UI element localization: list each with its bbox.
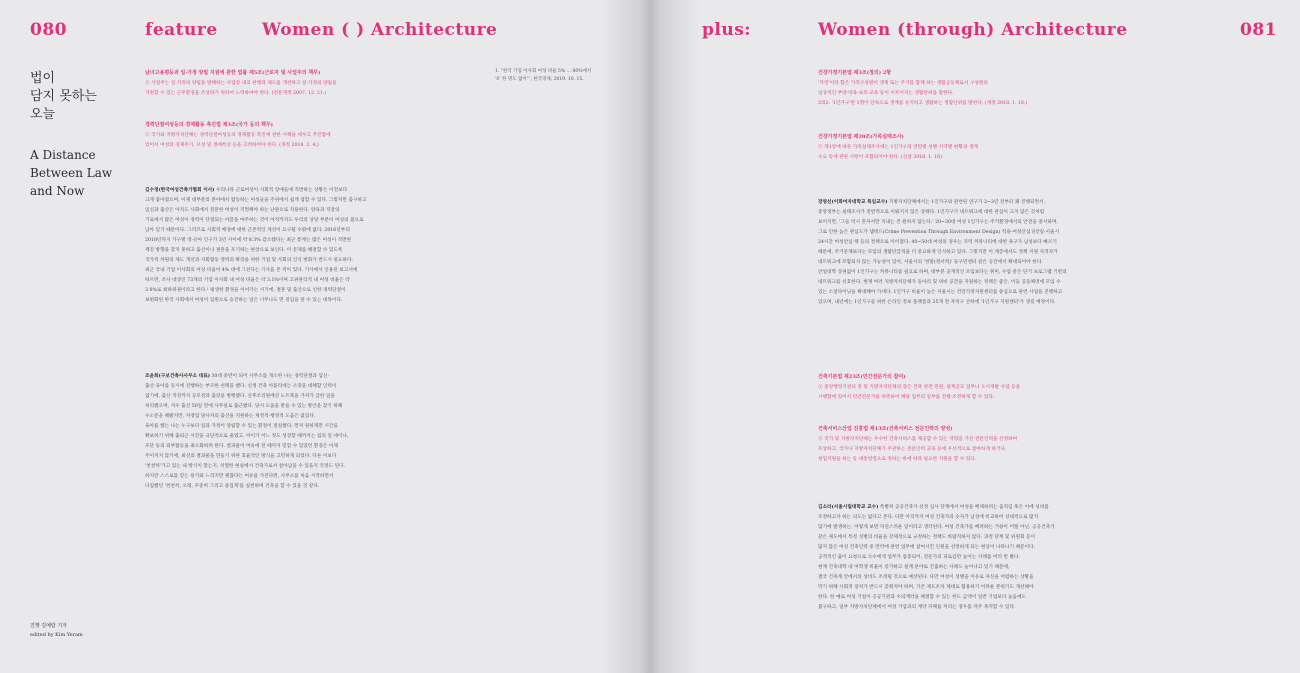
essay-line: 그로 인한 높은 관심도가 셉테드(Crime Prevention Through Environment Design) 적용·여성안심귀갓길·서울시 [818, 230, 1060, 235]
law-title: 건축기본법 제23조(민간전문가의 참여) [818, 374, 906, 380]
essay-line: 임신과 출산은 아직도 사회에서 전문한 여성이 직면해야 하는 난관으로 작용한다. 양육과 직장의 [145, 208, 340, 213]
essay-line: 중앙정부는 실태조사가 전반적으로 이뤄지지 않은 상태다. 1인가구가 네트워크에 대한 관심이 크지 않은 것처럼 [818, 210, 1045, 215]
essay-line: 지방자치단체에서는 1인가구와 관련된 연구가 2~3년 전부터 꽤 진행되면서, [888, 200, 1046, 205]
credit-english: edited by Kim Yeram [30, 632, 83, 638]
essay-author: 조윤희(구보건축사사무소 대표) [145, 374, 210, 379]
right-feature-title: Women (through) Architecture [818, 20, 1128, 40]
law-line: ① 중앙행정기관의 장 및 지방자치단체의 장은 건축 관련 민원, 설계공모 업무나 도시개발 사업 등을 [818, 385, 1021, 390]
law-line: '가정'이라 함은 가족구성원이 생계 또는 주거를 함께 하는 생활공동체로서 구성원의 [818, 81, 988, 86]
law-quote-5 [818, 372, 1168, 403]
korean-title-line: 오늘 [30, 107, 56, 122]
essay-line: 남아 있기 때문이다. 그러므로 사회적 배경에 대한 근본적인 개선이 요구될 수밖에 없다. 2016년부터 [145, 228, 350, 233]
essay-line: 따르면, 조사 대상인 73개의 기업 이사회 내 여성 비율은 약 3.1%이며 고위관리직 내 여성 비율은 약 [145, 278, 350, 283]
essay-line: 최근 국내 기업 이사회의 여성 비율이 4% 대에 그친다는 기사를 본 적이 있다. 기사에서 인용된 보고서에 [145, 268, 358, 273]
essay-line: 출산·육아를 동시에 진행하는 부모한 선택을 했다. 신생 건축 아틀리에는 소장을 대체할 인력이 [145, 384, 337, 389]
law-title: 남녀고용평등과 일·가정 양립 지원에 관한 법률 제5조(근로자 및 사업주의 책무) [145, 70, 321, 76]
law-line: 창업지원을 하는 등 대통령령으로 정하는 바에 따라 필요한 지원을 할 수 있다. [818, 457, 977, 462]
essay-3 [818, 198, 1168, 308]
law-quote-4 [818, 132, 1168, 163]
essay-line: 네트워크를 선호한다. 현재 여러 지방자치단체가 동아리 및 위비 공간을 지원하는 정책은 좋은, 이들 공동체영에 모임 수 [818, 280, 1061, 285]
law-title: 경력단절여성등의 경제활동 촉진법 제3조(국가 등의 책무) [145, 122, 274, 128]
essay-line: 같은 제도에서 특정 성별의 비율을 강제적으로 규정하는 정책도 바람직하지 않다. 과정 단계 및 위원회 등이 [818, 535, 1036, 540]
essay-line: 포단 등의 외부활동을 최소화하려 한다. 결과물이 여유에 된 때까지 믿할 수 있었던 환경은 이제 [145, 444, 338, 449]
right-section-label: plus: [702, 20, 752, 40]
law-line: 시행함에 있어서 민간전문가를 위촉하여 해당 업무의 일부를 진행·조정하게 할 수 있다. [818, 395, 995, 400]
essay-line: 보이지만, '그들 역시 혼자서만 지내는 건 원하지 않는다.' 20~30대 여성 1인가구는 주거환경에서의 안전을 중시하며, [818, 220, 1058, 225]
korean-title-line: 법이 [30, 71, 56, 86]
essay-line: 국가적 차원의 제도 개선과 사회활동 영역의 확장을 위한 기업 및 사회의 인식 변화가 반드시 필요하다. [145, 258, 354, 263]
law-line: 있어서 여성의 경제주기, 모성 및 생애특성 등을 고려하여야 한다. (개정 2018. 2. 4.) [145, 143, 319, 148]
essay-line: 불구하고, 일부 지방자치단체에서 여성 기업과의 계약 자체를 꺼리는 경우를 자주 목격할 수 있다. [818, 605, 1016, 610]
essay-line: 막기 위해 사회적 장치가 반드시 갖춰져야 하며, 기존 제도조차 제대로 활용하기 어려운 분위기도 개선해야 [818, 585, 1034, 590]
essay-4 [818, 503, 1168, 613]
essay-line: 하지만 스스로를 믿는 용기와 느리지만 괜찮다는 여유를 가진다면, 사무소를 처음 시작하면서 [145, 474, 334, 479]
essay-line: 확보하기 위해 출퇴근 시간을 극단적으로 줄였고, 아이가 어느 정도 성장할 때까지는 집의 일 세이나, [145, 434, 349, 439]
essay-line: 때문에, 주거문제보다는 모임의 생활단급적을 더 중요하게 인식하고 있다. 그렇지만 이 계층에서도 정책 지원 자격자가 [818, 250, 1058, 255]
left-page-number: 080 [30, 20, 67, 40]
left-feature-title: Women ( ) Architecture [262, 20, 498, 40]
english-title [30, 146, 130, 200]
essay-line: 결국 건축계 안에서의 성비도 조정될 것으로 예상된다. 다만 여성이 성별을 이유로 자신을 어렵하는 상황을 [818, 575, 1034, 580]
essay-line: 있는 소셜다이닝을 확대해야 가세다. 1인가구 비율이 높은 서울시는 건강가정지원센터를 중심으로 관련 사업을 진행하고 [818, 290, 1063, 295]
essay-1 [145, 186, 490, 306]
essay-line: 않기에 발생하는, 어떻게 보면 자연스러운 일이라고 생각된다. 여성 건축가를 배려하는 거창이 어떨 아닌, 공공건축가 [818, 525, 1055, 530]
essay-line: 30대 중반이 되어 사무소를 개소한 나는 경력단절과 임신· [211, 374, 329, 379]
essay-line: 깨진 방향을 찾지 못하고 출산이나 결혼을 포기하는 현상으로 보인다. 이 문제를 해결할 수 있도록 [145, 248, 343, 253]
essay-line: 수소문을 해봤지만, 자영업 당사자의 출산을 지원하는 제정적·행정적 도움은 없었다. [145, 414, 316, 419]
law-line: ③ 국가 및 지방자치단체는 우수한 건축서비스를 제공할 수 있는 역량을 가진 전문인력을 선정하여 [818, 437, 1018, 442]
law-title: 건축서비스산업 진흥법 제13조(건축서비스 전문인력의 양성) [818, 426, 953, 432]
essay-line: 특별히 공공건축가 선정 심사 단계에서 여성을 배제하려는 움직임 혹은 이에 성비를 [879, 505, 1049, 510]
law-line: ③ 사업주는 일·가정의 양립을 방해하는 사업장 내의 관행과 제도를 개선하고 일·가정의 양립을 [145, 81, 337, 86]
footnote: 1. “한국 기업 이사회 여성 비율 5% … 80%에서 ‘0’ 한 명도 없어’”, 한국경제, 2019. 10. 15. [495, 69, 592, 82]
law-title: 건강가정기본법 제3조(정의) 2항 [818, 70, 892, 76]
essay-line: 3.9%로 최하위권이라고 한다.¹ 평생한 환경을 이어가는 시기에, 결혼 및 출산으로 인한 경력단절이 [145, 288, 346, 293]
english-title-line: A Distance [30, 148, 96, 162]
law-quote-1 [145, 68, 485, 99]
essay-line: 육아를 했는 나는 누구보다 일과 가정이 양립할 수 있는 환경이 절실했다. 먼저 원하게만 시간을 [145, 424, 338, 429]
essay-line: '천천히'가고 있는 내 방식이 맞는지, 치열한 현실에서 건축가로서 살아남을 수 있을지 걱정도 된다. [145, 464, 346, 469]
essay-line: 많지 않은 여성 건축인력 중 만약에 관련 업무에 참여시킨 인원을 선정하게 되는 현상이 나타나기 때문이다. [818, 545, 1036, 550]
essay-line: 공적적인 출이 요청으로 소수에게 업무가 집중되어, 전문가의 피로감만 높이는 사례를 여러 번 봤다. [818, 555, 1020, 560]
essay-author: 김수정(한국여성건축가협회 이사) [145, 188, 215, 193]
essay-line: 2018년까지 가구별 영·유아 인구가 3년 사이에 약 8.3% 감소했다는 최근 통계는 많은 여성이 직면한 [145, 238, 352, 243]
law-line: 2의2. '1인가구'란 1명이 단독으로 생계를 유지하고 생활하는 생활단위를 말한다. (개정 2018. 1. 16.) [818, 101, 1028, 106]
essay-line: 없기에, 출산 직전까지 공모전과 출장을 병행했다. 산후조리원에선 노트북을 가져가 급한 일을 [145, 394, 335, 399]
law-line: 수요 등에 관한 사항이 포함되어야 한다. (신설 2018. 1. 16) [818, 155, 942, 160]
essay-line: 24시간 여성안심 택 등의 정책으로 이어졌다. 40~50대 여성의 경우는 지역 커뮤니티에 대한 욕구가 남성보다 빠르기 [818, 240, 1057, 245]
essay-line: 있으며, 내년에는 1인가구를 위한 온라인 정보 플랫폼과 25개 전 자치구 산하에 '1인가구 지원센터'가 생길 예정이다. [818, 300, 1056, 305]
essay-line: 한다. 한 예로 여성 기업이 공공기관과 수의계약을 체결할 수 있는 한도 금액이 일반 기업보다 높음에도 [818, 595, 1027, 600]
essay-line: 안일대학 상권없이 1인가구는 커뮤니티를 필요로 하며, 대부분 공개적인 모임보다는 취미, 수업 같은 단기 프로그램 기반의 [818, 270, 1067, 275]
essay-2 [145, 372, 490, 492]
korean-title [30, 70, 130, 124]
credit-korean: 진행 김예람 기자 [30, 623, 67, 629]
essay-line: 주어지지 않기에, 최선의 결과물을 만들기 위한 효율적인 방식을 고민하게 되었다. 다른 이보다 [145, 454, 337, 459]
law-line: 일상적인 부양·양육·보호·교육 등이 이루어지는 생활단위를 말한다. [818, 91, 954, 96]
law-quote-6 [818, 424, 1168, 465]
essay-line: 크게 좋아졌으며, 이제 대부분의 분야에서 활동하는 여성들을 주위에서 쉽게 접할 수 있다. 그렇지만 출구하고 [145, 198, 367, 203]
essay-author: 장영선(이화여자대학교 특임교수) [818, 200, 888, 205]
essay-line: 다짐했던 '천천히, 오래, 꾸준히 그리고 즐겁게'를 실천하며 건축을 할 수 있을 것 같다. [145, 484, 320, 489]
english-title-line: and Now [30, 184, 85, 198]
law-title: 건강가정기본법 제20조(가족실태조사) [818, 134, 904, 140]
law-quote-3 [818, 68, 1168, 109]
left-page [0, 0, 645, 673]
right-page-number: 081 [1240, 20, 1277, 40]
essay-author: 김소라(서울시립대학교 교수) [818, 505, 879, 510]
essay-line: 우리나라 근로여성이 사회적 장애들에 직면하는 상황은 이전보다 [215, 188, 348, 193]
right-page [655, 0, 1300, 673]
law-line: ② 국가와 지방자치단체는 경력단절여성등의 경제활동 촉진에 관한 시책을 세우고 추진함에 [145, 133, 331, 138]
essay-line: 기로에서 많은 여성이 경력이 단절되는 아픔을 마주하는 것이 아직까지도 우리의 상당 부분이 여성의 몫으로 [145, 218, 364, 223]
law-line: 지원할 수 있는 근무환경을 조성하기 위하여 노력하여야 한다. (전문개정 2007. 12. 21.) [145, 91, 327, 96]
essay-line: 조정하고자 하는 의도는 없다고 본다. 다만 아직까지 여성 건축가의 숫자가 남성에 비교하여 상대적으로 많지 [818, 515, 1039, 520]
korean-title-line: 담지 못하는 [30, 89, 97, 104]
essay-line: 네트워크에 포함되지 않는 가능성이 있어, 서울시의 '정말(정서적)' 등구민센터 같은 공간에서 확대되어야 한다. [818, 260, 1043, 265]
credits [30, 622, 83, 640]
law-line: 포상하고, 국가나 지방자치단체가 주관하는 전문인력 교육 등에 우선적으로 참여하게 하거나 [818, 447, 1005, 452]
left-section-label: feature [145, 20, 218, 40]
essay-line: 처리했으며, 겨우 출산 50일 만에 사무실로 출근했다. 당시 도움을 받을 수 있는 방안을 찾기 위해 [145, 404, 343, 409]
essay-line: 현재 건축대학 내 여학생 비율이 증가하고 설계 분야로 진출하는 사례도 늘어나고 있기 때문에, [818, 565, 1010, 570]
english-title-line: Between Law [30, 166, 113, 180]
essay-line: 보편화된 한국 사회에서 여성이 임원으로 승진하는 일은 너무나도 먼 길임을 알 수 있는 대목이다. [145, 298, 343, 303]
law-line: ② 제1항에 따른 가족실태조사에는 1인가구의 연령별·성별·지역별 현황과 생계 [818, 145, 978, 150]
law-quote-2 [145, 120, 485, 151]
